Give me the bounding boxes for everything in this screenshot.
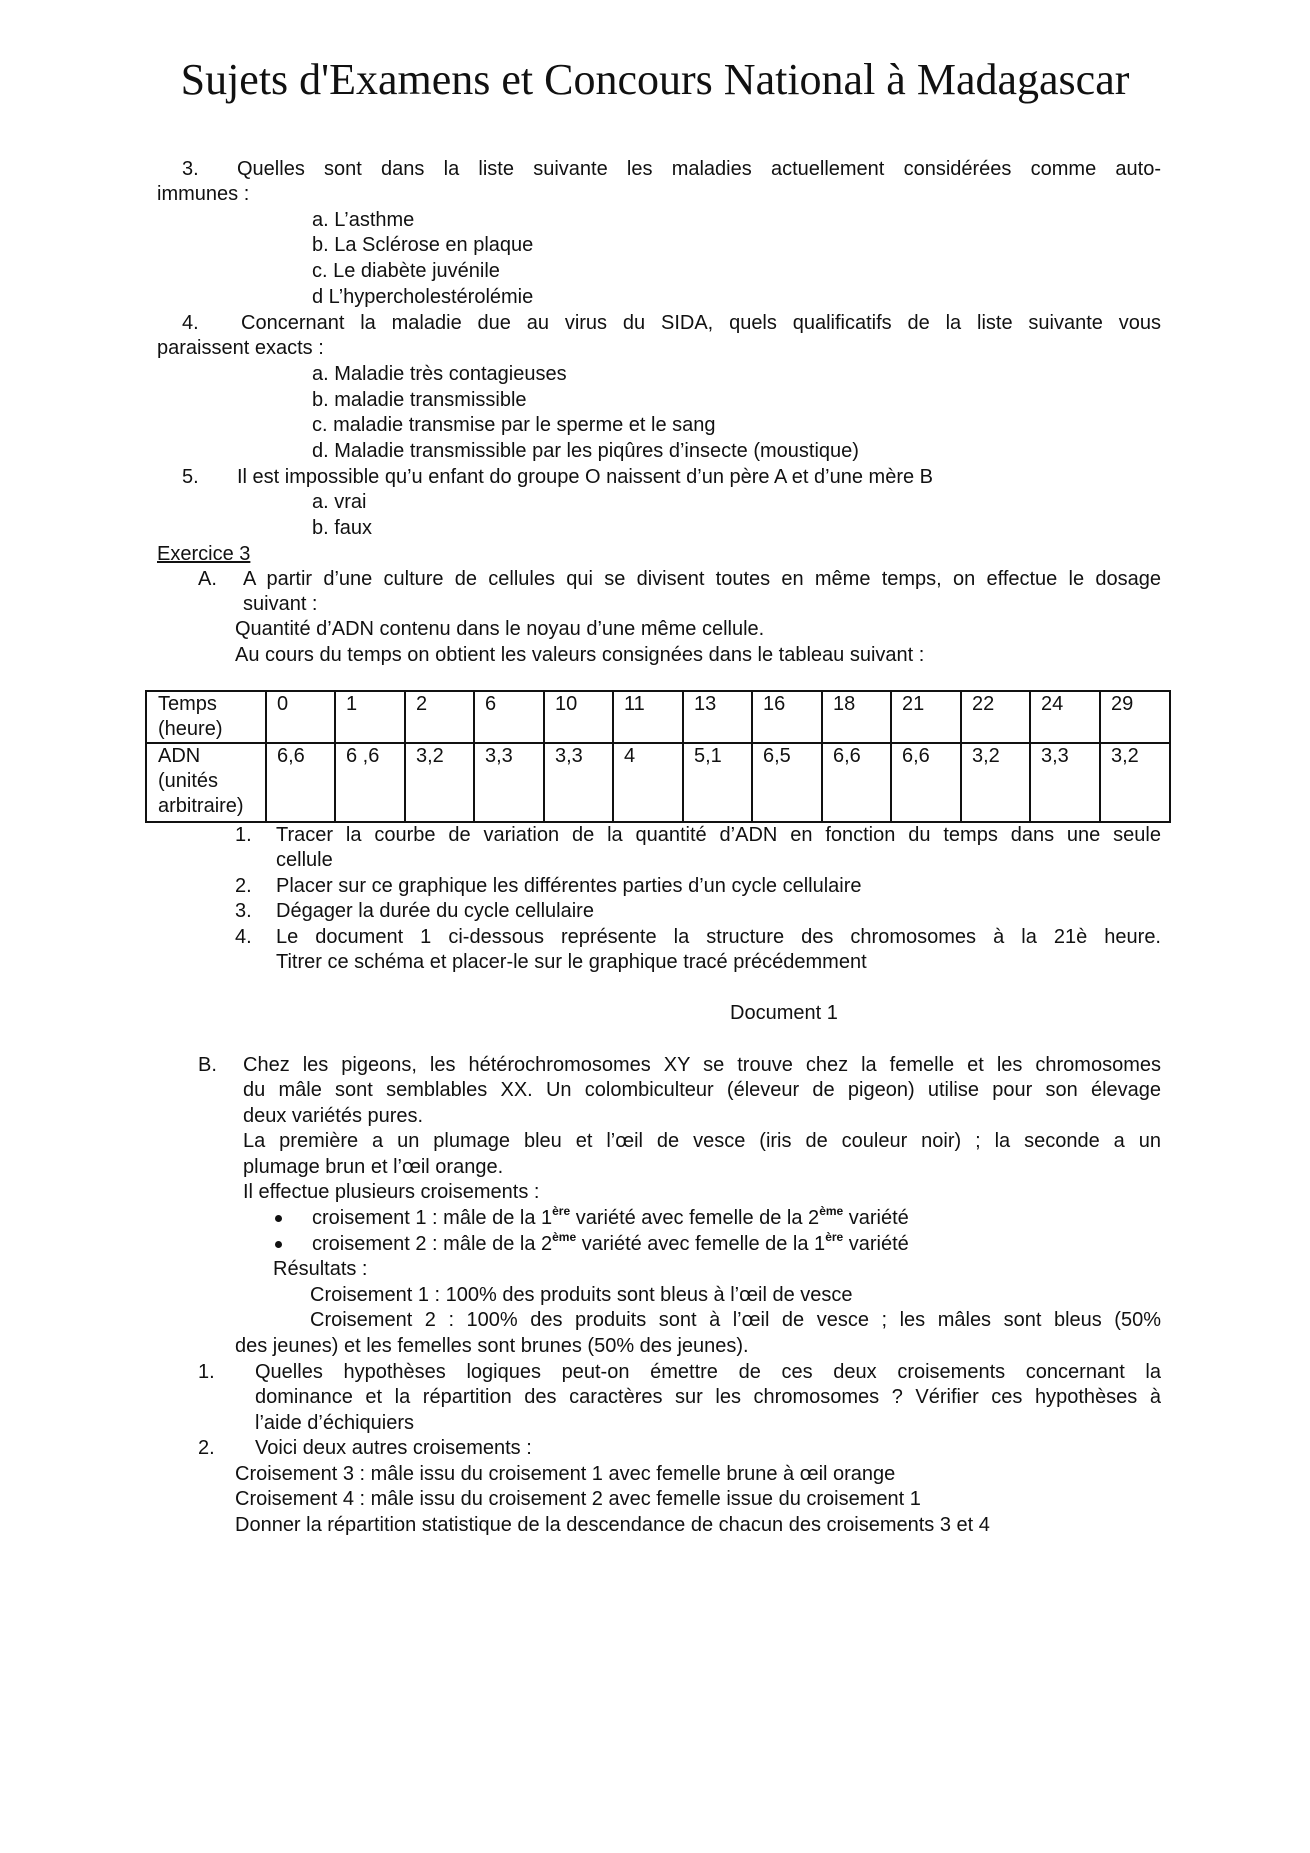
time-cell: 11 xyxy=(613,691,683,743)
cross-3-description: Croisement 3 : mâle issu du croisement 1 avec femelle brune à œil orange xyxy=(235,1463,896,1485)
cross-1-description: croisement 1 : mâle de la 1ère variété avec femelle de la 2ème variété xyxy=(312,1204,909,1229)
question-3-option-c: c. Le diabète juvénile xyxy=(312,260,500,282)
a-question-3-line-1: Dégager la durée du cycle cellulaire xyxy=(276,900,594,922)
part-b-line-6: Il effectue plusieurs croisements : xyxy=(243,1181,540,1203)
time-cell: 21 xyxy=(891,691,961,743)
bullet-icon xyxy=(275,1241,282,1248)
bullet-icon xyxy=(275,1215,282,1222)
time-cell: 13 xyxy=(683,691,752,743)
adn-cell: 3,2 xyxy=(961,743,1030,822)
b-question-1-number: 1. xyxy=(198,1361,215,1383)
result-cross-2-line-1: Croisement 2 : 100% des produits sont à l’œil de vesce ; les mâles sont bleus (50% xyxy=(310,1309,1161,1331)
results-label: Résultats : xyxy=(273,1258,368,1280)
adn-cell: 6,5 xyxy=(752,743,822,822)
adn-cell: 3,3 xyxy=(544,743,613,822)
part-a-letter: A. xyxy=(198,568,217,590)
part-a-line-3: Quantité d’ADN contenu dans le noyau d’une même cellule. xyxy=(235,618,765,640)
part-b-line-5: plumage brun et l’œil orange. xyxy=(243,1156,504,1178)
question-3-line-2: immunes : xyxy=(157,183,250,205)
time-cell: 29 xyxy=(1100,691,1170,743)
adn-cell: 3,2 xyxy=(1100,743,1170,822)
question-4-line-1: Concernant la maladie due au virus du SIDA, quels qualificatifs de la liste suivante vous xyxy=(241,312,1161,334)
part-b-letter: B. xyxy=(198,1054,217,1076)
question-4-line-2: paraissent exacts : xyxy=(157,337,324,359)
b-question-1-line-1: Quelles hypothèses logiques peut-on émettre de ces deux croisements concernant la xyxy=(255,1361,1161,1383)
part-b-line-2: du mâle sont semblables XX. Un colombiculteur (éleveur de pigeon) utilise pour son élevage xyxy=(243,1079,1161,1101)
result-cross-1: Croisement 1 : 100% des produits sont bleus à l’œil de vesce xyxy=(310,1284,853,1306)
time-cell: 2 xyxy=(405,691,474,743)
adn-cell: 3,2 xyxy=(405,743,474,822)
time-cell: 18 xyxy=(822,691,891,743)
a-question-4-line-2: Titrer ce schéma et placer-le sur le graphique tracé précédemment xyxy=(276,951,867,973)
adn-cell: 6,6 xyxy=(822,743,891,822)
time-cell: 22 xyxy=(961,691,1030,743)
time-cell: 0 xyxy=(266,691,335,743)
part-a-line-2: suivant : xyxy=(243,593,318,615)
time-cell: 1 xyxy=(335,691,405,743)
time-cell: 6 xyxy=(474,691,544,743)
a-question-1-number: 1. xyxy=(235,824,252,846)
part-b-line-4: La première a un plumage bleu et l’œil de vesce (iris de couleur noir) ; la seconde a un xyxy=(243,1130,1161,1152)
time-cell: 24 xyxy=(1030,691,1100,743)
exercise-3-title: Exercice 3 xyxy=(157,543,251,565)
time-cell: 16 xyxy=(752,691,822,743)
question-4-number: 4. xyxy=(182,312,199,334)
row-label-time: Temps (heure) xyxy=(146,691,266,743)
question-3-option-d: d L’hypercholestérolémie xyxy=(312,286,534,308)
b-question-2-line-1: Voici deux autres croisements : xyxy=(255,1437,532,1459)
question-5-number: 5. xyxy=(182,466,199,488)
b-question-2-number: 2. xyxy=(198,1437,215,1459)
a-question-1-line-2: cellule xyxy=(276,849,333,871)
cross-2-description: croisement 2 : mâle de la 2ème variété avec femelle de la 1ère variété xyxy=(312,1230,909,1255)
a-question-3-number: 3. xyxy=(235,900,252,922)
adn-cell: 6,6 xyxy=(891,743,961,822)
row-label-adn: ADN (unités arbitraire) xyxy=(146,743,266,822)
result-cross-2-line-2: des jeunes) et les femelles sont brunes (50% des jeunes). xyxy=(235,1335,749,1357)
question-3-line-1: Quelles sont dans la liste suivante les maladies actuellement considérées comme auto- xyxy=(237,158,1161,180)
a-question-4-number: 4. xyxy=(235,926,252,948)
table-row-time xyxy=(146,691,1170,743)
question-3-option-b: b. La Sclérose en plaque xyxy=(312,234,534,256)
question-4-option-d: d. Maladie transmissible par les piqûres d’insecte (moustique) xyxy=(312,440,859,462)
dna-table xyxy=(145,690,1171,823)
a-question-4-line-1: Le document 1 ci-dessous représente la structure des chromosomes à la 21è heure. xyxy=(276,926,1161,948)
part-a-line-4: Au cours du temps on obtient les valeurs consignées dans le tableau suivant : xyxy=(235,644,925,666)
b-question-1-line-2: dominance et la répartition des caractères sur les chromosomes ? Vérifier ces hypothèses à xyxy=(255,1386,1161,1408)
a-question-2-number: 2. xyxy=(235,875,252,897)
adn-cell: 5,1 xyxy=(683,743,752,822)
adn-cell: 3,3 xyxy=(474,743,544,822)
adn-cell: 4 xyxy=(613,743,683,822)
question-4-option-a: a. Maladie très contagieuses xyxy=(312,363,567,385)
adn-cell: 6 ,6 xyxy=(335,743,405,822)
final-instruction: Donner la répartition statistique de la descendance de chacun des croisements 3 et 4 xyxy=(235,1514,990,1536)
cross-4-description: Croisement 4 : mâle issu du croisement 2 avec femelle issue du croisement 1 xyxy=(235,1488,921,1510)
a-question-2-line-1: Placer sur ce graphique les différentes parties d’un cycle cellulaire xyxy=(276,875,862,897)
adn-cell: 6,6 xyxy=(266,743,335,822)
question-4-option-b: b. maladie transmissible xyxy=(312,389,527,411)
page-header-title: Sujets d'Examens et Concours National à Madagascar xyxy=(180,55,1130,104)
question-5-option-b: b. faux xyxy=(312,517,373,539)
document-1-label: Document 1 xyxy=(730,1002,838,1024)
part-b-line-3: deux variétés pures. xyxy=(243,1105,424,1127)
question-3-option-a: a. L’asthme xyxy=(312,209,415,231)
question-3-number: 3. xyxy=(182,158,199,180)
b-question-1-line-3: l’aide d’échiquiers xyxy=(255,1412,414,1434)
time-cell: 10 xyxy=(544,691,613,743)
table-row-adn xyxy=(146,743,1170,822)
part-a-line-1: A partir d’une culture de cellules qui se divisent toutes en même temps, on effectue le dosage xyxy=(243,568,1161,590)
question-4-option-c: c. maladie transmise par le sperme et le sang xyxy=(312,414,716,436)
part-b-line-1: Chez les pigeons, les hétérochromosomes XY se trouve chez la femelle et les chromosomes xyxy=(243,1054,1161,1076)
a-question-1-line-1: Tracer la courbe de variation de la quantité d’ADN en fonction du temps dans une seule xyxy=(276,824,1161,846)
question-5-option-a: a. vrai xyxy=(312,491,367,513)
question-5-line-1: Il est impossible qu’u enfant do groupe O naissent d’un père A et d’une mère B xyxy=(237,466,933,488)
adn-cell: 3,3 xyxy=(1030,743,1100,822)
